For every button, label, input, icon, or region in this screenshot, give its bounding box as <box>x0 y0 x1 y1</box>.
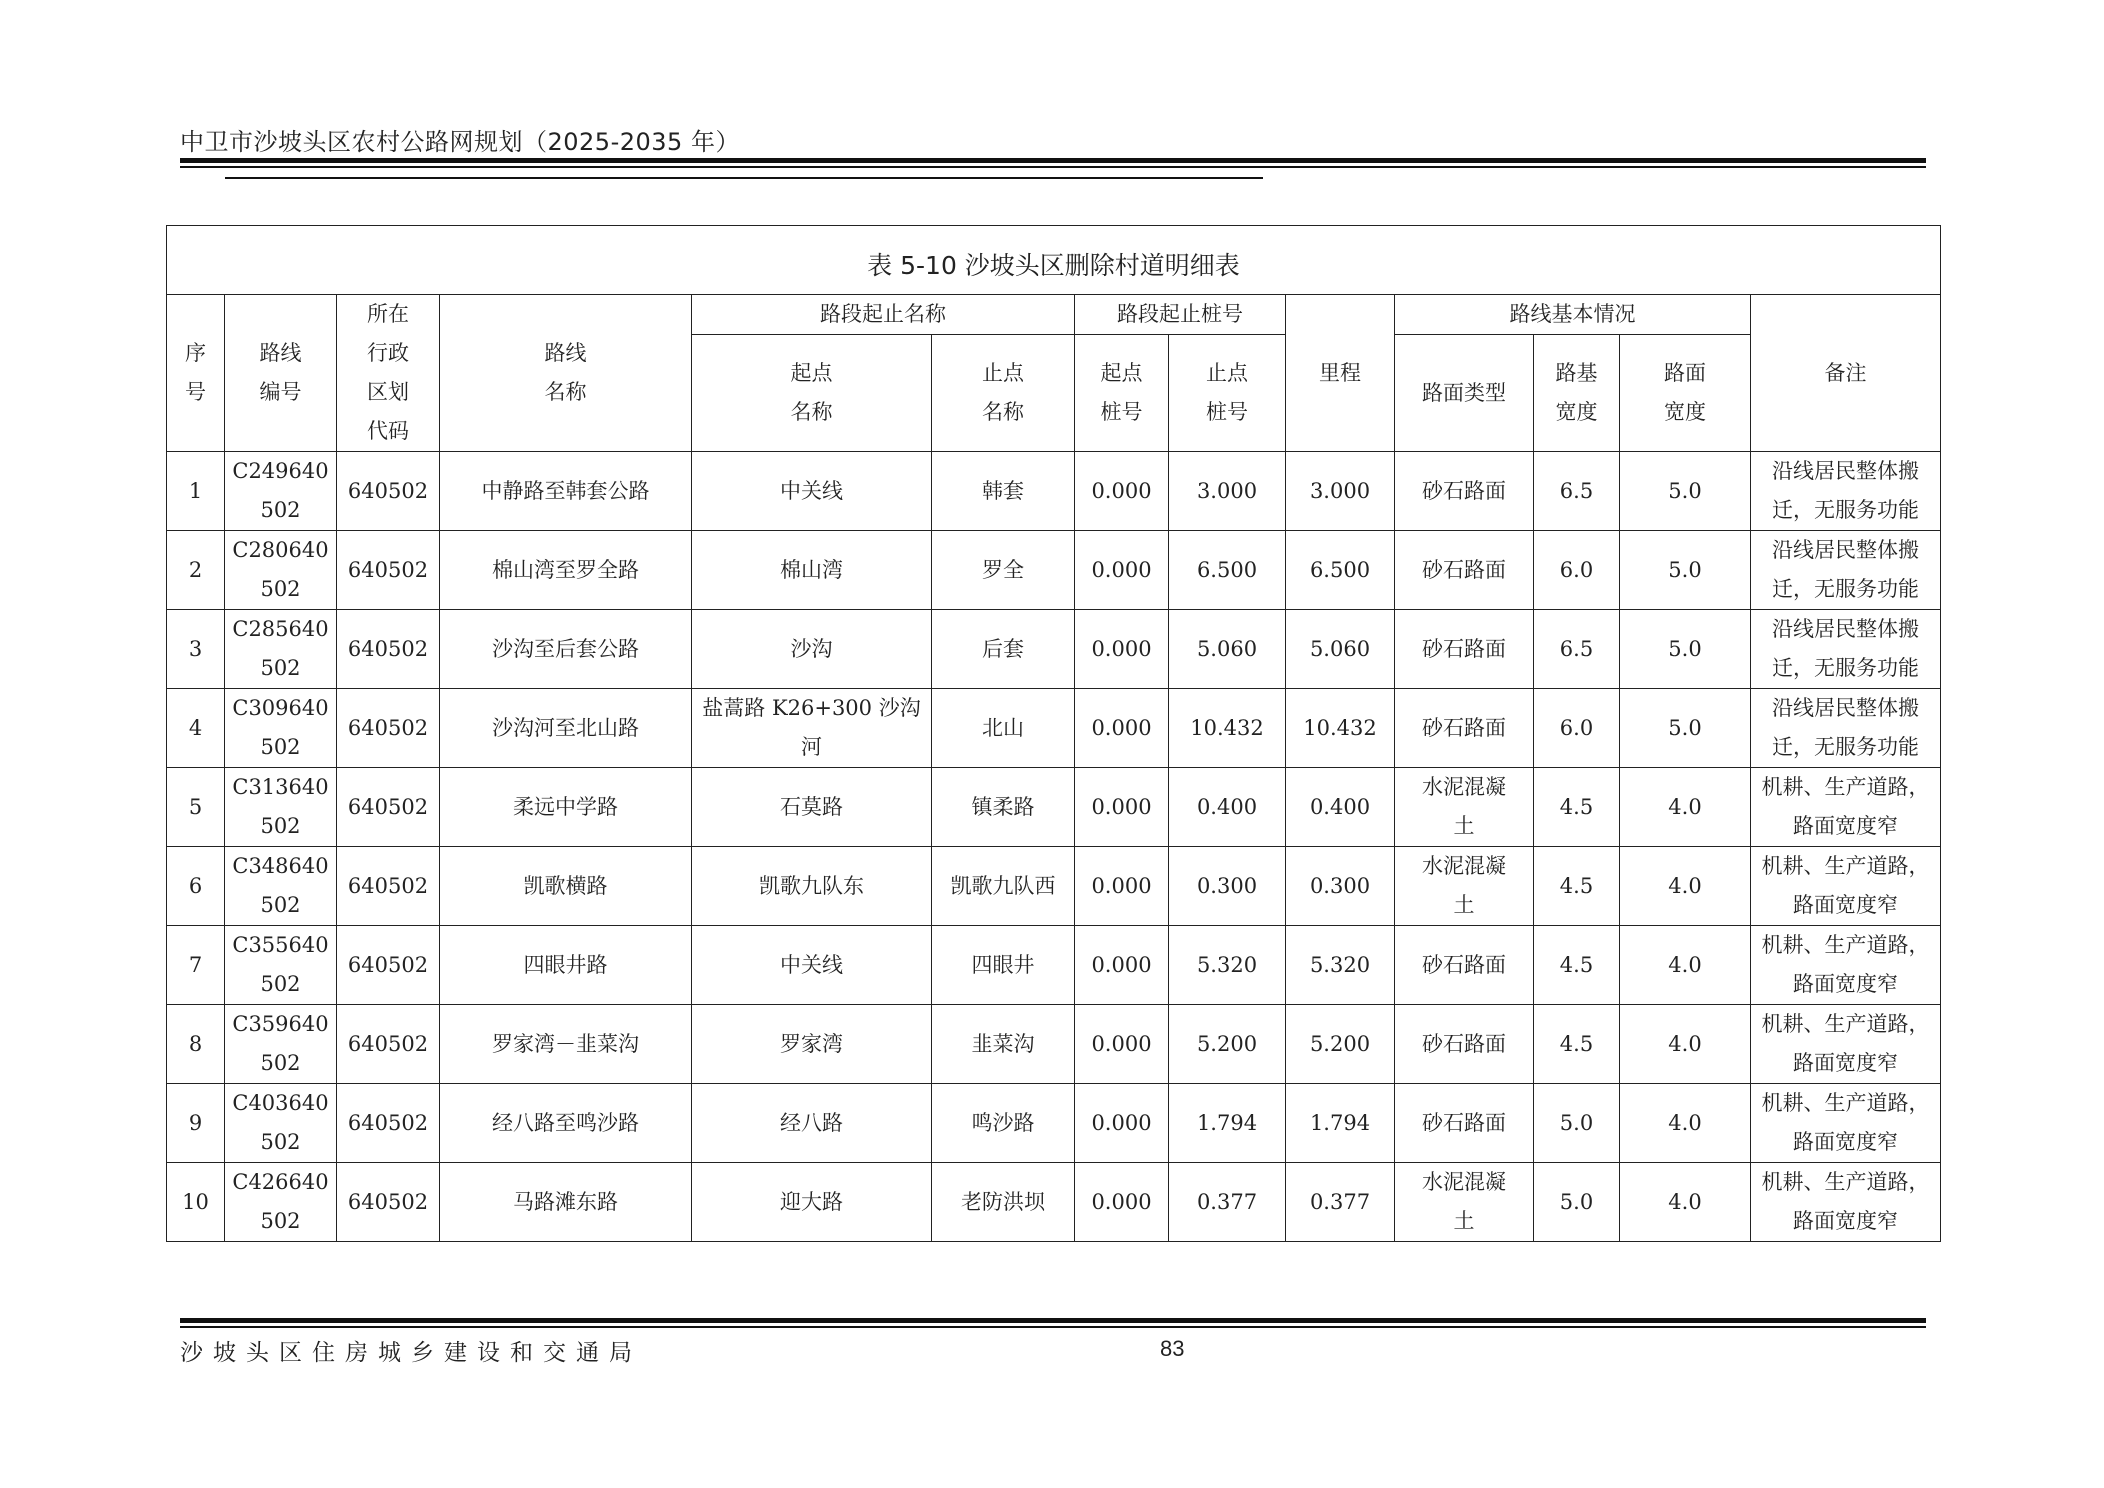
header-rule-short <box>225 177 1263 179</box>
cell-subgrade-width: 4.5 <box>1534 768 1620 847</box>
cell-end-name: 韩套 <box>932 452 1075 531</box>
cell-mileage: 3.000 <box>1286 452 1395 531</box>
header-start-stake: 起点 桩号 <box>1075 335 1169 452</box>
cell-mileage: 5.200 <box>1286 1005 1395 1084</box>
cell-surface-width: 5.0 <box>1620 452 1751 531</box>
cell-remark: 机耕、生产道路， 路面宽度窄 <box>1751 926 1941 1005</box>
cell-surface-type: 水泥混凝 土 <box>1395 847 1534 926</box>
cell-end-name: 韭菜沟 <box>932 1005 1075 1084</box>
header-route-code: 路线 编号 <box>225 295 337 452</box>
header-route-name: 路线 名称 <box>440 295 692 452</box>
cell-start-stake: 0.000 <box>1075 531 1169 610</box>
cell-end-stake: 5.320 <box>1169 926 1286 1005</box>
cell-route-name: 经八路至鸣沙路 <box>440 1084 692 1163</box>
cell-admin-code: 640502 <box>337 1084 440 1163</box>
cell-route-name: 凯歌横路 <box>440 847 692 926</box>
cell-admin-code: 640502 <box>337 531 440 610</box>
table-row <box>167 847 1941 926</box>
cell-route-code: C285640 502 <box>225 610 337 689</box>
cell-remark: 沿线居民整体搬 迁，无服务功能 <box>1751 689 1941 768</box>
cell-start-name: 石莫路 <box>692 768 932 847</box>
cell-admin-code: 640502 <box>337 1005 440 1084</box>
cell-end-name: 后套 <box>932 610 1075 689</box>
cell-admin-code: 640502 <box>337 452 440 531</box>
cell-admin-code: 640502 <box>337 926 440 1005</box>
cell-route-code: C249640 502 <box>225 452 337 531</box>
cell-seq: 8 <box>167 1005 225 1084</box>
header-subgrade-width: 路基 宽度 <box>1534 335 1620 452</box>
footer-rule-thin <box>180 1326 1926 1328</box>
cell-surface-type: 砂石路面 <box>1395 1084 1534 1163</box>
cell-route-name: 中静路至韩套公路 <box>440 452 692 531</box>
cell-end-stake: 0.400 <box>1169 768 1286 847</box>
header-mileage: 里程 <box>1286 295 1395 452</box>
cell-mileage: 10.432 <box>1286 689 1395 768</box>
footer-rule-thick <box>180 1318 1926 1323</box>
cell-start-name: 迎大路 <box>692 1163 932 1242</box>
cell-admin-code: 640502 <box>337 689 440 768</box>
cell-end-stake: 0.377 <box>1169 1163 1286 1242</box>
cell-route-name: 马路滩东路 <box>440 1163 692 1242</box>
cell-remark: 机耕、生产道路， 路面宽度窄 <box>1751 1005 1941 1084</box>
cell-route-code: C309640 502 <box>225 689 337 768</box>
table-caption: 表 5-10 沙坡头区删除村道明细表 <box>167 226 1941 295</box>
cell-route-code: C359640 502 <box>225 1005 337 1084</box>
cell-surface-type: 砂石路面 <box>1395 531 1534 610</box>
cell-route-code: C348640 502 <box>225 847 337 926</box>
cell-seq: 3 <box>167 610 225 689</box>
cell-surface-type: 砂石路面 <box>1395 689 1534 768</box>
cell-start-stake: 0.000 <box>1075 689 1169 768</box>
cell-surface-width: 5.0 <box>1620 689 1751 768</box>
cell-end-stake: 5.060 <box>1169 610 1286 689</box>
cell-route-name: 四眼井路 <box>440 926 692 1005</box>
deleted-village-roads-table <box>166 225 1941 1242</box>
cell-surface-width: 4.0 <box>1620 847 1751 926</box>
cell-admin-code: 640502 <box>337 847 440 926</box>
cell-end-name: 北山 <box>932 689 1075 768</box>
cell-start-stake: 0.000 <box>1075 1084 1169 1163</box>
cell-subgrade-width: 6.0 <box>1534 531 1620 610</box>
cell-surface-width: 4.0 <box>1620 1163 1751 1242</box>
cell-start-name: 盐蒿路 K26+300 沙沟 河 <box>692 689 932 768</box>
cell-start-stake: 0.000 <box>1075 926 1169 1005</box>
cell-seq: 2 <box>167 531 225 610</box>
cell-mileage: 5.320 <box>1286 926 1395 1005</box>
table-row <box>167 768 1941 847</box>
cell-remark: 机耕、生产道路， 路面宽度窄 <box>1751 768 1941 847</box>
header-rule-thick <box>180 158 1926 163</box>
header-segment-names: 路段起止名称 <box>692 295 1075 335</box>
cell-subgrade-width: 6.0 <box>1534 689 1620 768</box>
cell-surface-width: 4.0 <box>1620 926 1751 1005</box>
table-row <box>167 610 1941 689</box>
header-start-name: 起点 名称 <box>692 335 932 452</box>
cell-route-code: C426640 502 <box>225 1163 337 1242</box>
header-surface-width: 路面 宽度 <box>1620 335 1751 452</box>
cell-start-name: 罗家湾 <box>692 1005 932 1084</box>
cell-surface-type: 砂石路面 <box>1395 610 1534 689</box>
header-segment-stakes: 路段起止桩号 <box>1075 295 1286 335</box>
cell-seq: 4 <box>167 689 225 768</box>
cell-seq: 5 <box>167 768 225 847</box>
cell-mileage: 0.300 <box>1286 847 1395 926</box>
cell-start-stake: 0.000 <box>1075 847 1169 926</box>
cell-surface-width: 5.0 <box>1620 610 1751 689</box>
table-body <box>167 452 1941 1242</box>
cell-surface-type: 砂石路面 <box>1395 1005 1534 1084</box>
cell-seq: 7 <box>167 926 225 1005</box>
header-seq: 序 号 <box>167 295 225 452</box>
header-end-name: 止点 名称 <box>932 335 1075 452</box>
cell-end-stake: 6.500 <box>1169 531 1286 610</box>
cell-mileage: 1.794 <box>1286 1084 1395 1163</box>
cell-mileage: 5.060 <box>1286 610 1395 689</box>
cell-end-name: 凯歌九队西 <box>932 847 1075 926</box>
cell-start-stake: 0.000 <box>1075 452 1169 531</box>
cell-start-name: 沙沟 <box>692 610 932 689</box>
cell-start-name: 经八路 <box>692 1084 932 1163</box>
cell-surface-type: 砂石路面 <box>1395 452 1534 531</box>
cell-surface-width: 4.0 <box>1620 1005 1751 1084</box>
cell-surface-width: 4.0 <box>1620 768 1751 847</box>
cell-surface-width: 4.0 <box>1620 1084 1751 1163</box>
cell-start-stake: 0.000 <box>1075 1005 1169 1084</box>
table-row <box>167 926 1941 1005</box>
cell-end-name: 镇柔路 <box>932 768 1075 847</box>
table-row <box>167 531 1941 610</box>
cell-surface-type: 水泥混凝 土 <box>1395 1163 1534 1242</box>
cell-admin-code: 640502 <box>337 768 440 847</box>
cell-subgrade-width: 4.5 <box>1534 1005 1620 1084</box>
header-admin-code: 所在 行政 区划 代码 <box>337 295 440 452</box>
cell-admin-code: 640502 <box>337 610 440 689</box>
cell-end-stake: 0.300 <box>1169 847 1286 926</box>
cell-route-name: 棉山湾至罗全路 <box>440 531 692 610</box>
cell-end-name: 鸣沙路 <box>932 1084 1075 1163</box>
cell-start-stake: 0.000 <box>1075 1163 1169 1242</box>
cell-route-name: 柔远中学路 <box>440 768 692 847</box>
cell-seq: 6 <box>167 847 225 926</box>
cell-start-stake: 0.000 <box>1075 610 1169 689</box>
cell-surface-type: 水泥混凝 土 <box>1395 768 1534 847</box>
cell-route-code: C355640 502 <box>225 926 337 1005</box>
cell-start-name: 棉山湾 <box>692 531 932 610</box>
cell-end-name: 老防洪坝 <box>932 1163 1075 1242</box>
document-header-title: 中卫市沙坡头区农村公路网规划（2025-2035 年） <box>180 128 740 156</box>
header-surface-type: 路面类型 <box>1395 335 1534 452</box>
cell-route-code: C313640 502 <box>225 768 337 847</box>
cell-remark: 机耕、生产道路， 路面宽度窄 <box>1751 1084 1941 1163</box>
cell-seq: 1 <box>167 452 225 531</box>
table-row <box>167 1084 1941 1163</box>
cell-subgrade-width: 6.5 <box>1534 452 1620 531</box>
cell-end-stake: 10.432 <box>1169 689 1286 768</box>
cell-end-name: 四眼井 <box>932 926 1075 1005</box>
cell-mileage: 0.377 <box>1286 1163 1395 1242</box>
cell-remark: 沿线居民整体搬 迁，无服务功能 <box>1751 610 1941 689</box>
cell-remark: 机耕、生产道路， 路面宽度窄 <box>1751 847 1941 926</box>
header-end-stake: 止点 桩号 <box>1169 335 1286 452</box>
cell-route-name: 沙沟至后套公路 <box>440 610 692 689</box>
cell-mileage: 0.400 <box>1286 768 1395 847</box>
cell-route-name: 罗家湾－韭菜沟 <box>440 1005 692 1084</box>
cell-start-stake: 0.000 <box>1075 768 1169 847</box>
cell-mileage: 6.500 <box>1286 531 1395 610</box>
cell-route-code: C280640 502 <box>225 531 337 610</box>
cell-subgrade-width: 5.0 <box>1534 1163 1620 1242</box>
cell-route-code: C403640 502 <box>225 1084 337 1163</box>
header-basic-info: 路线基本情况 <box>1395 295 1751 335</box>
cell-subgrade-width: 6.5 <box>1534 610 1620 689</box>
table-row <box>167 689 1941 768</box>
cell-seq: 9 <box>167 1084 225 1163</box>
cell-end-stake: 5.200 <box>1169 1005 1286 1084</box>
cell-end-stake: 3.000 <box>1169 452 1286 531</box>
page-number: 83 <box>1160 1336 1185 1361</box>
table-row <box>167 1163 1941 1242</box>
table-row <box>167 452 1941 531</box>
cell-start-name: 中关线 <box>692 926 932 1005</box>
cell-admin-code: 640502 <box>337 1163 440 1242</box>
cell-start-name: 中关线 <box>692 452 932 531</box>
cell-remark: 沿线居民整体搬 迁，无服务功能 <box>1751 452 1941 531</box>
cell-subgrade-width: 5.0 <box>1534 1084 1620 1163</box>
cell-start-name: 凯歌九队东 <box>692 847 932 926</box>
cell-end-stake: 1.794 <box>1169 1084 1286 1163</box>
footer-organization: 沙坡头区住房城乡建设和交通局 <box>180 1340 642 1366</box>
cell-subgrade-width: 4.5 <box>1534 847 1620 926</box>
header-rule-thin <box>180 166 1926 168</box>
cell-seq: 10 <box>167 1163 225 1242</box>
cell-surface-type: 砂石路面 <box>1395 926 1534 1005</box>
header-remarks: 备注 <box>1751 295 1941 452</box>
cell-end-name: 罗全 <box>932 531 1075 610</box>
table-row <box>167 1005 1941 1084</box>
cell-subgrade-width: 4.5 <box>1534 926 1620 1005</box>
cell-route-name: 沙沟河至北山路 <box>440 689 692 768</box>
cell-remark: 机耕、生产道路， 路面宽度窄 <box>1751 1163 1941 1242</box>
cell-remark: 沿线居民整体搬 迁，无服务功能 <box>1751 531 1941 610</box>
cell-surface-width: 5.0 <box>1620 531 1751 610</box>
